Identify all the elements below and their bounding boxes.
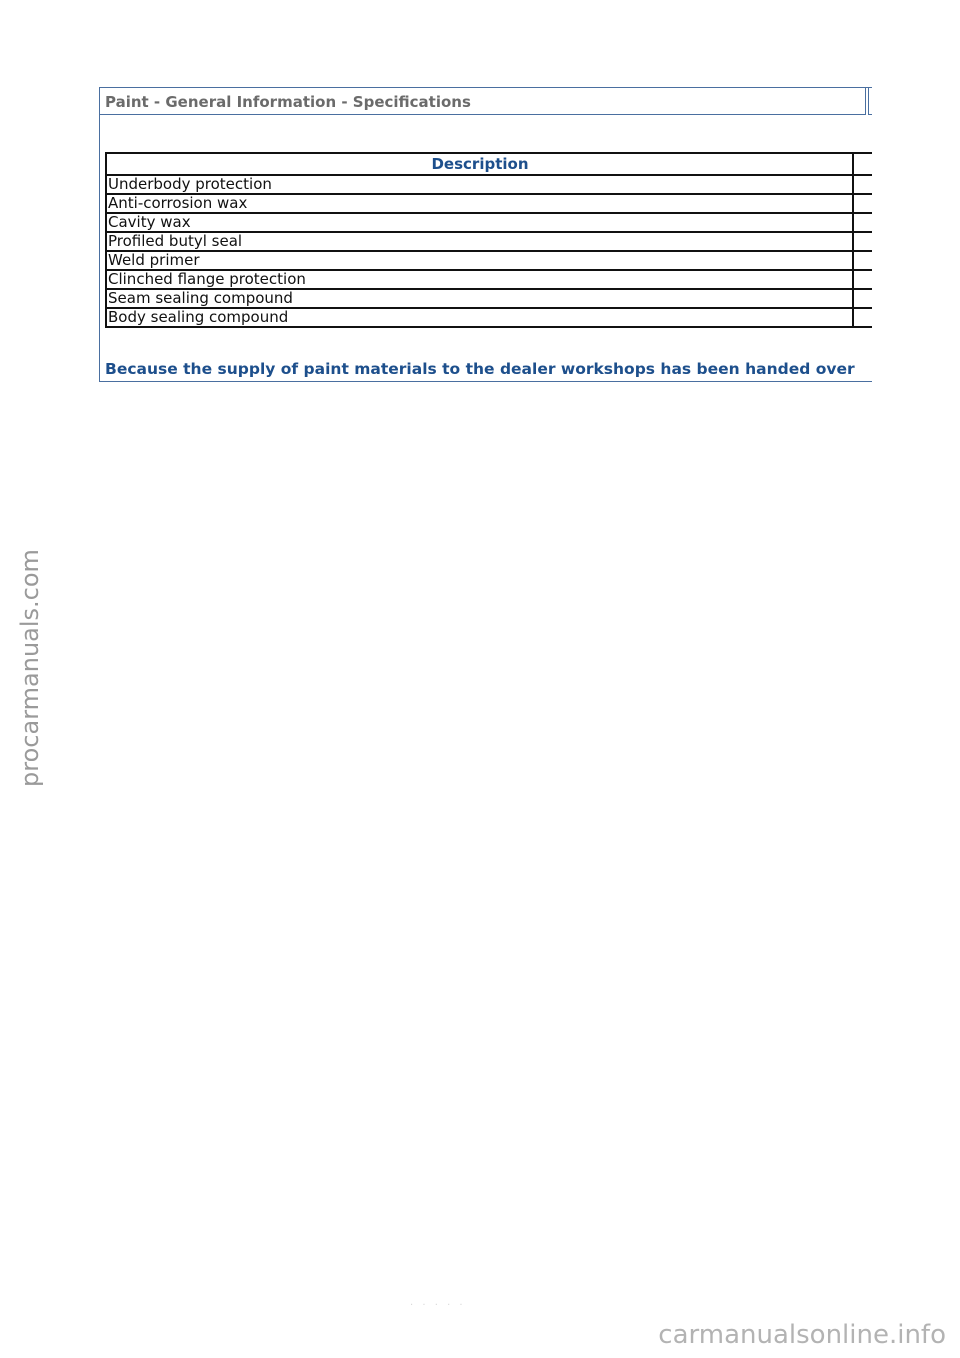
table-cell-blank: [853, 194, 872, 213]
table-row: [106, 270, 872, 289]
column-header-blank: [853, 153, 872, 175]
title-bar-right-cell: [868, 88, 872, 115]
side-watermark: [16, 548, 44, 787]
table-row: [106, 232, 872, 251]
document-frame: [99, 87, 872, 382]
table-cell-description: Clinched flange protection: [106, 270, 853, 289]
table-cell-blank: [853, 251, 872, 270]
column-header-description: Description: [106, 153, 853, 175]
side-watermark-text: procarmanuals.com: [16, 548, 44, 787]
table-row: [106, 308, 872, 327]
table-cell-blank: [853, 232, 872, 251]
table-cell-description: Seam sealing compound: [106, 289, 853, 308]
table-cell-description: Weld primer: [106, 251, 853, 270]
table-row: [106, 213, 872, 232]
bottom-watermark: carmanualsonline.info: [658, 1320, 946, 1350]
table-cell-blank: [853, 308, 872, 327]
table-cell-description: Body sealing compound: [106, 308, 853, 327]
table-row: [106, 194, 872, 213]
table-row: [106, 251, 872, 270]
table-cell-description: Underbody protection: [106, 175, 853, 194]
faint-footer-mark: · · · · ·: [410, 1300, 466, 1311]
table-cell-description: Profiled butyl seal: [106, 232, 853, 251]
table-header-row: [106, 153, 872, 175]
table-row: [106, 175, 872, 194]
title-bar: [100, 88, 866, 115]
paint-supply-note: Because the supply of paint materials to the dealer workshops has been handed over: [105, 360, 855, 378]
page-title: Paint - General Information - Specifications: [105, 93, 471, 111]
table-cell-blank: [853, 213, 872, 232]
table-cell-blank: [853, 270, 872, 289]
table-cell-description: Cavity wax: [106, 213, 853, 232]
table-cell-blank: [853, 175, 872, 194]
table-cell-description: Anti-corrosion wax: [106, 194, 853, 213]
table-row: [106, 289, 872, 308]
specifications-table: [105, 152, 872, 328]
table-cell-blank: [853, 289, 872, 308]
